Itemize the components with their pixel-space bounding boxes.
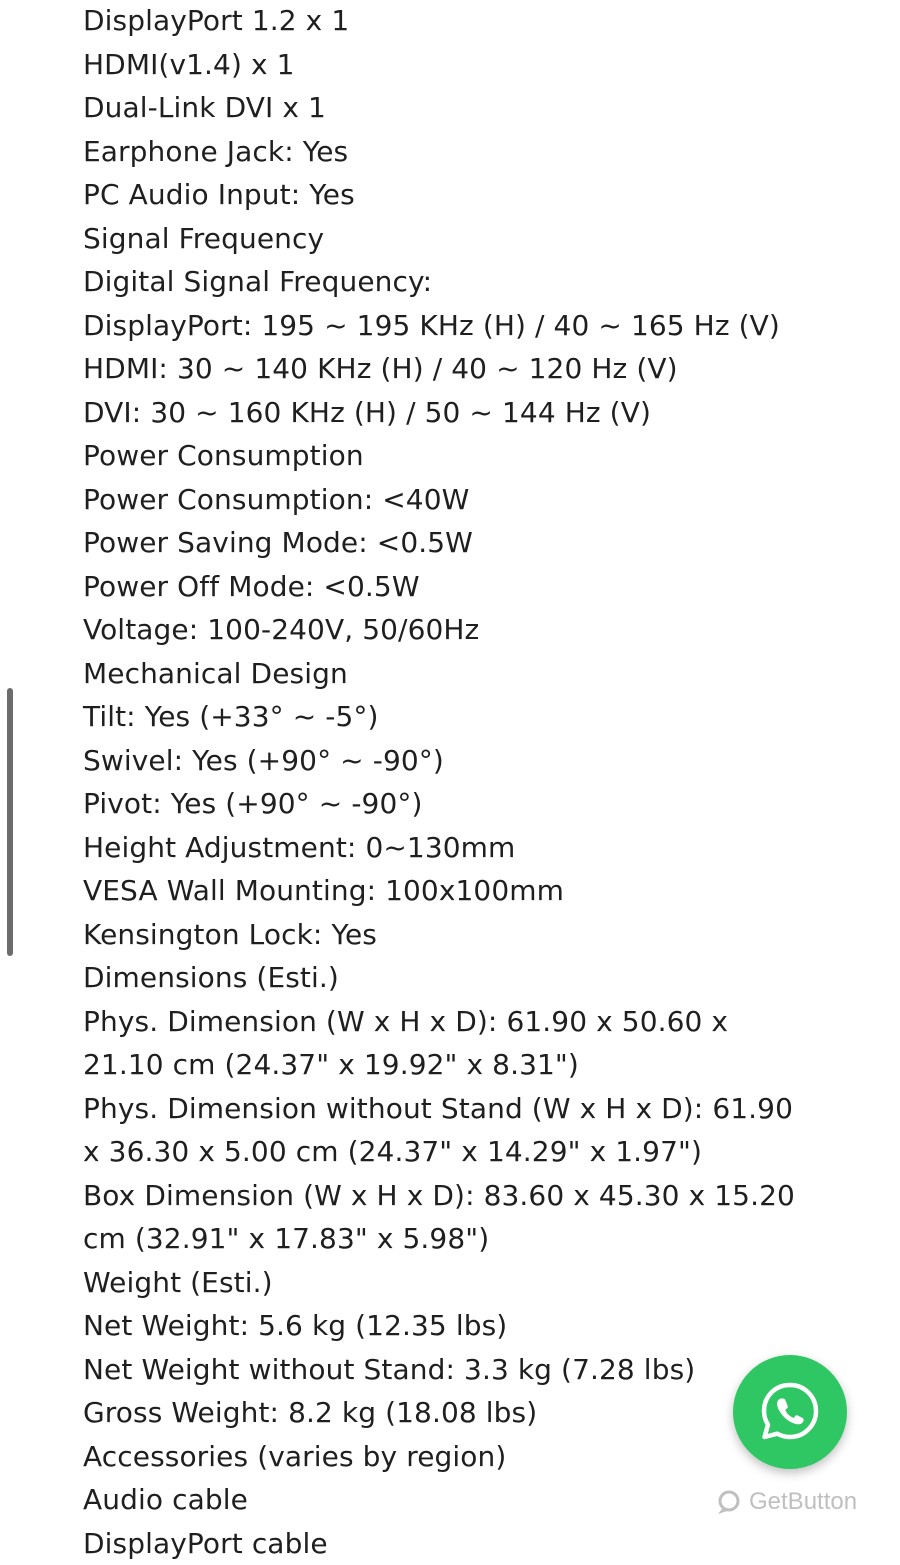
spec-line: Weight (Esti.)	[83, 1261, 843, 1305]
getbutton-logo-icon	[716, 1488, 746, 1516]
spec-line: Accessories (varies by region)	[83, 1435, 843, 1479]
getbutton-label: GetButton	[749, 1488, 857, 1516]
getbutton-branding[interactable]	[716, 1486, 857, 1518]
spec-line: Tilt: Yes (+33° ~ -5°)	[83, 695, 843, 739]
spec-line: Gross Weight: 8.2 kg (18.08 lbs)	[83, 1391, 843, 1435]
spec-line: Net Weight without Stand: 3.3 kg (7.28 lbs)	[83, 1348, 843, 1392]
spec-line: Digital Signal Frequency:	[83, 260, 843, 304]
spec-line: Swivel: Yes (+90° ~ -90°)	[83, 739, 843, 783]
whatsapp-chat-button[interactable]	[733, 1355, 847, 1469]
spec-line: cm (32.91" x 17.83" x 5.98")	[83, 1217, 843, 1261]
spec-line: DVI: 30 ~ 160 KHz (H) / 50 ~ 144 Hz (V)	[83, 391, 843, 435]
spec-line: Dual-Link DVI x 1	[83, 86, 843, 130]
spec-line: Earphone Jack: Yes	[83, 130, 843, 174]
spec-line: Power Off Mode: <0.5W	[83, 565, 843, 609]
spec-line: DisplayPort cable	[83, 1522, 843, 1565]
spec-line: 21.10 cm (24.37" x 19.92" x 8.31")	[83, 1043, 843, 1087]
spec-line: Net Weight: 5.6 kg (12.35 lbs)	[83, 1304, 843, 1348]
spec-list	[83, 0, 843, 1565]
spec-line: Power Saving Mode: <0.5W	[83, 521, 843, 565]
spec-line: HDMI(v1.4) x 1	[83, 43, 843, 87]
spec-line: HDMI: 30 ~ 140 KHz (H) / 40 ~ 120 Hz (V)	[83, 347, 843, 391]
scrollbar[interactable]	[7, 688, 13, 956]
spec-line: DisplayPort: 195 ~ 195 KHz (H) / 40 ~ 165 Hz (V)	[83, 304, 843, 348]
spec-line: Voltage: 100-240V, 50/60Hz	[83, 608, 843, 652]
whatsapp-icon	[757, 1379, 823, 1445]
spec-line: x 36.30 x 5.00 cm (24.37" x 14.29" x 1.97")	[83, 1130, 843, 1174]
spec-line: Mechanical Design	[83, 652, 843, 696]
spec-line: Phys. Dimension (W x H x D): 61.90 x 50.60 x	[83, 1000, 843, 1044]
spec-line: Pivot: Yes (+90° ~ -90°)	[83, 782, 843, 826]
spec-line: Signal Frequency	[83, 217, 843, 261]
spec-line: Dimensions (Esti.)	[83, 956, 843, 1000]
spec-line: Kensington Lock: Yes	[83, 913, 843, 957]
spec-line: PC Audio Input: Yes	[83, 173, 843, 217]
spec-line: Phys. Dimension without Stand (W x H x D): 61.90	[83, 1087, 843, 1131]
spec-line: Power Consumption	[83, 434, 843, 478]
spec-line: Height Adjustment: 0~130mm	[83, 826, 843, 870]
spec-line: Audio cable	[83, 1478, 843, 1522]
spec-line: VESA Wall Mounting: 100x100mm	[83, 869, 843, 913]
spec-line: Box Dimension (W x H x D): 83.60 x 45.30 x 15.20	[83, 1174, 843, 1218]
spec-line: DisplayPort 1.2 x 1	[83, 0, 843, 43]
spec-line: Power Consumption: <40W	[83, 478, 843, 522]
